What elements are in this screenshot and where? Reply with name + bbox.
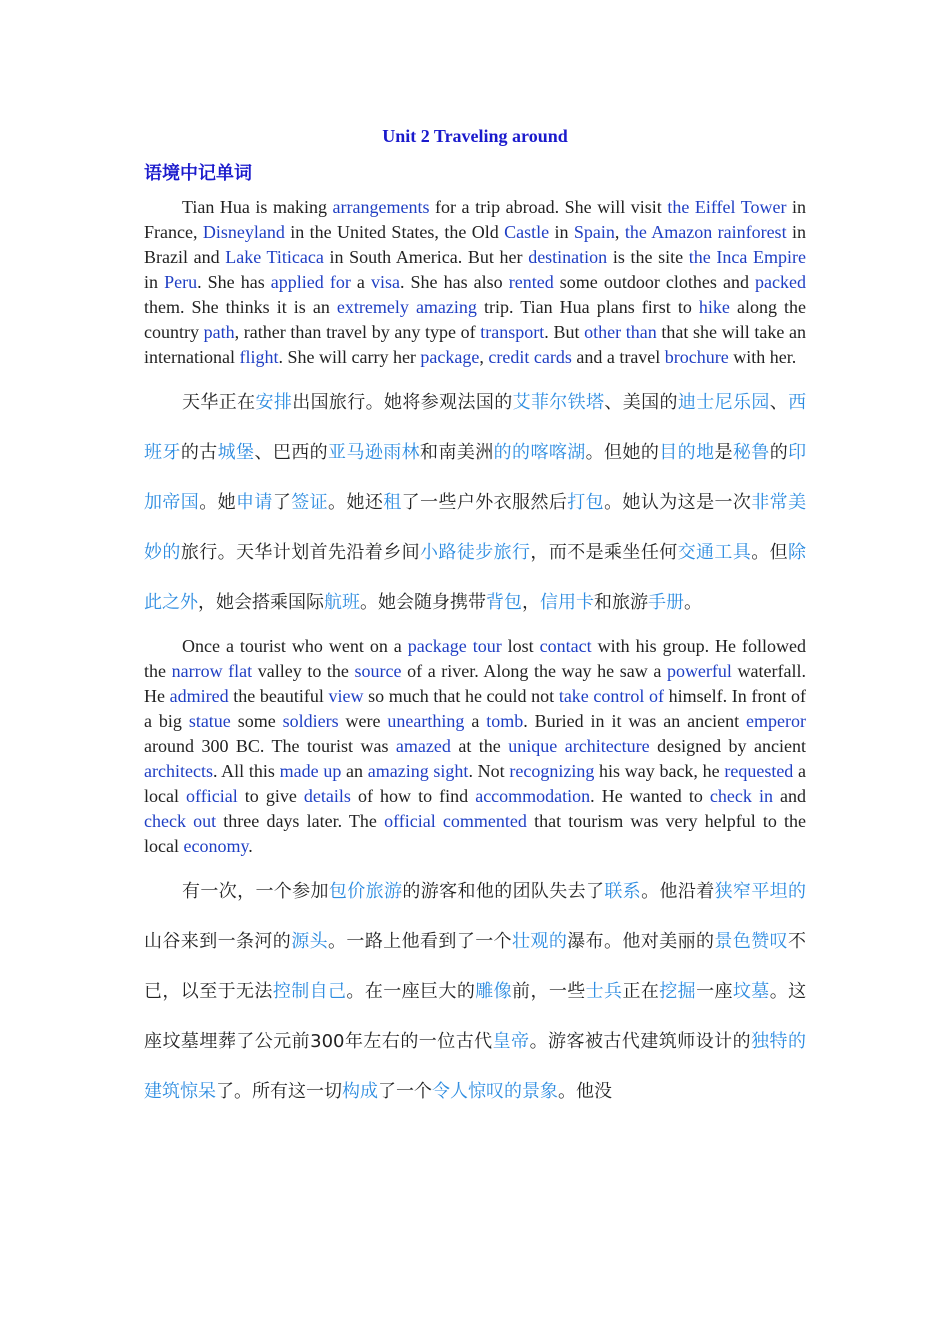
vocabulary-term: the Amazon rainforest: [624, 222, 787, 242]
vocabulary-term: extremely amazing: [336, 297, 477, 317]
vocabulary-term: 秘鲁: [732, 442, 770, 463]
vocabulary-term: Spain: [573, 222, 615, 242]
vocabulary-term: 背包: [486, 592, 522, 613]
vocabulary-term: 构成: [342, 1081, 378, 1102]
body-text: 。但她的: [585, 442, 660, 463]
vocabulary-term: other than: [584, 322, 657, 342]
body-text: 。他没: [558, 1081, 612, 1102]
body-text: in South America. But her: [323, 247, 529, 267]
body-text: 的游客和他的团队失去了: [402, 881, 605, 902]
body-text: some: [230, 711, 283, 731]
vocabulary-term: 航班: [324, 592, 360, 613]
body-text: 旅行。天华计划首先沿着乡间: [180, 542, 421, 563]
vocabulary-term: 坟墓: [732, 981, 770, 1002]
vocabulary-term: 独特的建筑惊呆: [144, 1031, 807, 1102]
vocabulary-term: 挖掘: [659, 981, 697, 1002]
body-text: 、美国的: [604, 392, 678, 413]
vocabulary-term: amazed: [395, 736, 451, 756]
vocabulary-term: 皇帝: [492, 1031, 530, 1052]
vocabulary-term: source: [354, 661, 402, 681]
vocabulary-term: applied for: [270, 272, 351, 292]
vocabulary-term: Castle: [504, 222, 550, 242]
body-text: 的: [769, 442, 789, 463]
body-text: were: [338, 711, 388, 731]
body-text: 。游客被古代建筑师设计的: [529, 1031, 752, 1052]
body-text: 。她会随身携带: [360, 592, 486, 613]
vocabulary-term: Lake Titicaca: [225, 247, 324, 267]
vocabulary-term: visa: [370, 272, 400, 292]
body-text: of a river. Along the way he saw a: [401, 661, 667, 681]
body-text: an: [341, 761, 368, 781]
vocabulary-term: official: [186, 786, 238, 806]
vocabulary-term: 艾菲尔铁塔: [512, 392, 605, 413]
vocabulary-term: economy: [183, 836, 249, 856]
body-text: 出国旅行。她将参观法国的: [292, 392, 513, 413]
vocabulary-term: 控制自己: [272, 981, 347, 1002]
chinese-paragraph: [144, 378, 806, 628]
body-text: so much that he could not: [363, 686, 559, 706]
body-text: with her.: [728, 347, 797, 367]
vocabulary-term: admired: [169, 686, 229, 706]
body-text: of how to find: [350, 786, 476, 806]
body-text: 了: [272, 492, 292, 513]
vocabulary-term: accommodation: [475, 786, 591, 806]
body-text: 、巴西的: [254, 442, 329, 463]
vocabulary-term: soldiers: [282, 711, 339, 731]
document-page: [144, 122, 806, 1123]
vocabulary-term: flight: [239, 347, 279, 367]
vocabulary-term: 目的地: [659, 442, 715, 463]
body-text: 、: [769, 392, 789, 413]
vocabulary-term: requested: [724, 761, 794, 781]
vocabulary-term: commented: [442, 811, 527, 831]
body-text: 的古: [180, 442, 218, 463]
body-text: ,: [614, 222, 625, 242]
body-text: 是: [714, 442, 733, 463]
body-text: with his group. He followed the: [144, 636, 806, 681]
vocabulary-term: 城堡: [217, 442, 255, 463]
vocabulary-term: 景色赞叹: [714, 931, 789, 952]
vocabulary-term: 联系: [604, 881, 642, 902]
body-text: in the United States, the Old: [284, 222, 505, 242]
body-text: [436, 811, 443, 831]
body-text: himself. In front of a big: [144, 686, 807, 731]
vocabulary-term: transport: [480, 322, 545, 342]
body-text: a: [464, 711, 487, 731]
vocabulary-term: 的的喀喀湖: [493, 442, 586, 463]
body-text: a local: [144, 761, 807, 806]
body-text: is the site: [607, 247, 689, 267]
body-text: for a trip abroad. She will visit: [429, 197, 668, 217]
body-text: 和南美洲: [420, 442, 494, 463]
vocabulary-term: 打包: [567, 492, 605, 513]
section-heading: 语境中记单词: [144, 163, 252, 184]
body-text: . All this: [212, 761, 280, 781]
vocabulary-term: 雕像: [475, 981, 513, 1002]
vocabulary-term: destination: [528, 247, 608, 267]
vocabulary-term: tomb: [486, 711, 524, 731]
vocabulary-term: 租: [383, 492, 402, 513]
body-text: 山谷来到一条河的: [144, 931, 292, 952]
body-text: .: [248, 836, 253, 856]
vocabulary-term: contact: [539, 636, 592, 656]
body-text: ，她会搭乘国际: [198, 592, 324, 613]
vocabulary-term: 手册: [648, 592, 684, 613]
vocabulary-term: emperor: [746, 711, 806, 731]
chinese-paragraph: [144, 867, 806, 1117]
body-text: some outdoor clothes and: [553, 272, 756, 292]
vocabulary-term: 源头: [291, 931, 329, 952]
vocabulary-term: packed: [755, 272, 806, 292]
body-text: a: [350, 272, 371, 292]
vocabulary-term: the Inca Empire: [688, 247, 806, 267]
body-text: three days later. The: [216, 811, 385, 831]
vocabulary-term: path: [203, 322, 235, 342]
vocabulary-term: hike: [698, 297, 730, 317]
english-paragraph: [144, 195, 806, 370]
paragraph-container: [144, 195, 806, 1117]
vocabulary-term: view: [328, 686, 364, 706]
body-text: 。但: [751, 542, 789, 563]
body-text: in: [144, 272, 165, 292]
body-text: 了一些户外衣服然后: [401, 492, 568, 513]
body-text: and a travel: [571, 347, 665, 367]
body-text: 。她还: [328, 492, 384, 513]
vocabulary-term: recognizing: [509, 761, 595, 781]
vocabulary-term: made up: [279, 761, 342, 781]
vocabulary-term: package tour: [407, 636, 502, 656]
body-text: them. She thinks it is an: [144, 297, 337, 317]
vocabulary-term: 西班牙: [144, 392, 807, 463]
vocabulary-term: arrangements: [332, 197, 430, 217]
body-text: 。这座坟墓埋葬了公元前300年左右的一位古代: [144, 981, 807, 1052]
body-text: 。他沿着: [641, 881, 715, 902]
body-text: Once a tourist who went on a: [182, 636, 408, 656]
vocabulary-term: package: [420, 347, 480, 367]
body-text: and: [772, 786, 807, 806]
vocabulary-term: 安排: [255, 392, 293, 413]
body-text: . Buried in it was an ancient: [523, 711, 747, 731]
body-text: 。她认为这是一次: [604, 492, 752, 513]
body-text: 了。所有这一切: [216, 1081, 342, 1102]
body-text: to give: [237, 786, 304, 806]
vocabulary-term: check out: [144, 811, 217, 831]
vocabulary-term: 申请: [236, 492, 273, 513]
body-text: 天华正在: [182, 392, 256, 413]
body-text: 前，一些: [512, 981, 586, 1002]
body-text: that she will take an international: [144, 322, 806, 367]
body-text: 。在一座巨大的: [346, 981, 476, 1002]
body-text: Tian Hua is making: [182, 197, 333, 217]
body-text: around 300 BC. The tourist was: [144, 736, 396, 756]
body-text: 不已，以至于无法: [144, 931, 807, 1002]
body-text: trip. Tian Hua plans first to: [476, 297, 699, 317]
vocabulary-term: check in: [709, 786, 773, 806]
body-text: valley to the: [252, 661, 355, 681]
body-text: . She will carry her: [278, 347, 421, 367]
body-text: in France,: [144, 197, 806, 242]
vocabulary-term: take control of: [558, 686, 665, 706]
vocabulary-term: 亚马逊雨林: [328, 442, 421, 463]
vocabulary-term: narrow flat: [171, 661, 253, 681]
body-text: . She has also: [399, 272, 509, 292]
document-title: Unit 2 Traveling around: [382, 126, 568, 146]
vocabulary-term: official: [384, 811, 436, 831]
body-text: . He wanted to: [590, 786, 710, 806]
vocabulary-term: 士兵: [585, 981, 623, 1002]
body-text: . Not: [468, 761, 510, 781]
vocabulary-term: 印加帝国: [144, 442, 807, 513]
vocabulary-term: powerful: [666, 661, 732, 681]
body-text: the beautiful: [228, 686, 329, 706]
body-text: 。一路上他看到了一个: [328, 931, 513, 952]
vocabulary-term: the Eiffel Tower: [667, 197, 787, 217]
vocabulary-term: 小路徒步旅行: [420, 542, 531, 563]
body-text: ,: [479, 347, 489, 367]
vocabulary-term: 除此之外: [144, 542, 807, 613]
vocabulary-term: 令人惊叹的景象: [432, 1081, 558, 1102]
body-text: in Brazil and: [144, 222, 806, 267]
body-text: in: [549, 222, 574, 242]
vocabulary-term: architects: [144, 761, 213, 781]
body-text: 。: [684, 592, 702, 613]
body-text: ，而不是乘坐任何: [530, 542, 678, 563]
body-text: . She has: [197, 272, 271, 292]
body-text: 了一个: [378, 1081, 432, 1102]
body-text: his way back, he: [594, 761, 725, 781]
vocabulary-term: 狭窄平坦的: [714, 881, 807, 902]
body-text: along the country: [144, 297, 807, 342]
vocabulary-term: 非常美妙的: [144, 492, 807, 563]
english-paragraph: [144, 634, 806, 859]
body-text: 一座: [696, 981, 733, 1002]
body-text: that tourism was very helpful to the local: [144, 811, 807, 856]
vocabulary-term: 信用卡: [540, 592, 594, 613]
body-text: 瀑布。他对美丽的: [567, 931, 715, 952]
vocabulary-term: Peru: [164, 272, 198, 292]
vocabulary-term: credit cards: [488, 347, 572, 367]
body-text: at the: [450, 736, 509, 756]
vocabulary-term: 迪士尼乐园: [677, 392, 770, 413]
vocabulary-term: 交通工具: [677, 542, 752, 563]
body-text: designed by ancient: [649, 736, 806, 756]
vocabulary-term: 壮观的: [512, 931, 568, 952]
vocabulary-term: unique architecture: [508, 736, 650, 756]
vocabulary-term: details: [303, 786, 351, 806]
body-text: . But: [544, 322, 585, 342]
body-text: waterfall. He: [144, 661, 806, 706]
body-text: lost: [501, 636, 540, 656]
body-text: 。她: [199, 492, 237, 513]
body-text: 有一次，一个参加: [182, 881, 329, 902]
vocabulary-term: Disneyland: [202, 222, 285, 242]
vocabulary-term: 签证: [291, 492, 329, 513]
vocabulary-term: brochure: [664, 347, 729, 367]
vocabulary-term: statue: [188, 711, 231, 731]
vocabulary-term: amazing sight: [367, 761, 469, 781]
vocabulary-term: unearthing: [387, 711, 465, 731]
body-text: 和旅游: [594, 592, 648, 613]
body-text: 正在: [622, 981, 660, 1002]
vocabulary-term: rented: [508, 272, 554, 292]
body-text: , rather than travel by any type of: [234, 322, 481, 342]
body-text: ，: [522, 592, 540, 613]
vocabulary-term: 包价旅游: [328, 881, 403, 902]
